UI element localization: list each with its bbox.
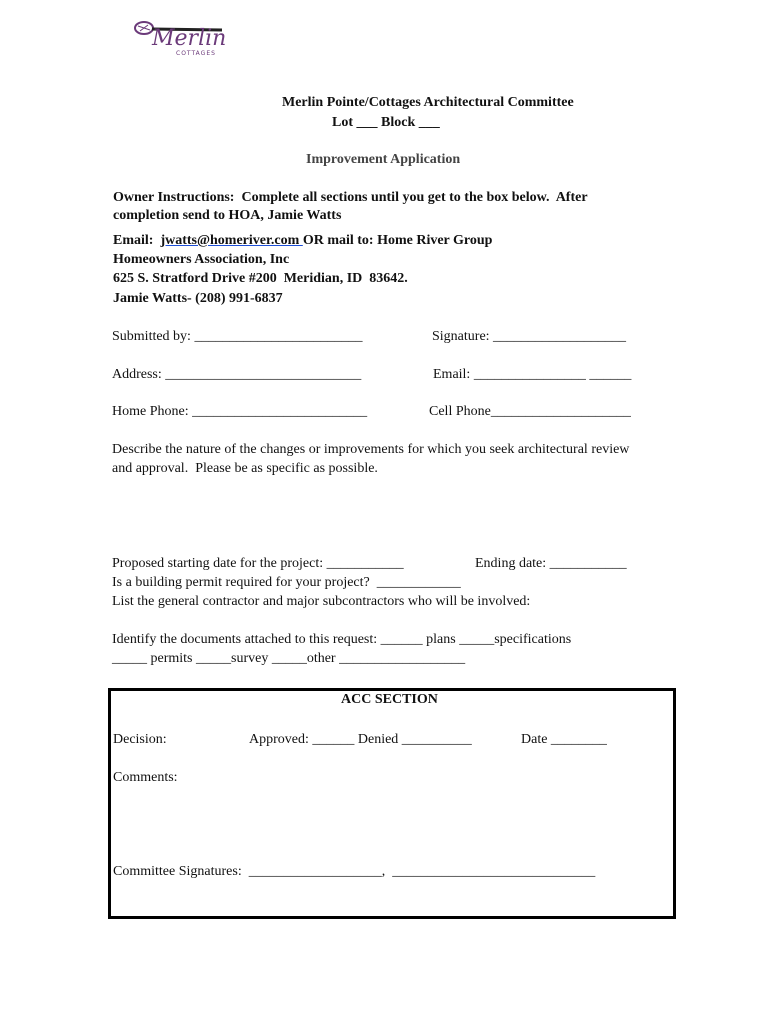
email-prefix: Email: xyxy=(113,233,161,248)
approved-denied-field[interactable]: Approved: ______ Denied __________ xyxy=(249,732,472,747)
submitted-by-field[interactable]: Submitted by: ________________________ xyxy=(112,329,363,344)
describe-line-2: and approval. Please be as specific as possible. xyxy=(112,461,378,476)
end-date-field[interactable]: Ending date: ___________ xyxy=(475,556,627,571)
email-suffix: OR mail to: Home River Group xyxy=(302,233,493,248)
email-field[interactable]: Email: ________________ ______ xyxy=(433,367,632,382)
documents-line-2[interactable]: _____ permits _____survey _____other __________________ xyxy=(112,651,466,666)
describe-line-1: Describe the nature of the changes or improvements for which you seek architectural review xyxy=(112,442,630,457)
instructions-address: 625 S. Stratford Drive #200 Meridian, ID 83642. xyxy=(113,271,408,286)
logo-name: Merlin xyxy=(152,26,227,51)
address-field[interactable]: Address: ____________________________ xyxy=(112,367,362,382)
permit-field[interactable]: Is a building permit required for your project? ____________ xyxy=(112,575,461,590)
start-date-field[interactable]: Proposed starting date for the project: ___________ xyxy=(112,556,404,571)
decision-label: Decision: xyxy=(113,732,167,747)
instructions-line-4: Homeowners Association, Inc xyxy=(113,252,290,267)
comments-label: Comments: xyxy=(113,770,178,785)
committee-signatures-field[interactable]: Committee Signatures: ___________________, _____________________________ xyxy=(113,864,596,879)
instructions-contact: Jamie Watts- (208) 991-6837 xyxy=(113,291,283,306)
signature-field[interactable]: Signature: ___________________ xyxy=(432,329,627,344)
acc-section-title: ACC SECTION xyxy=(341,692,438,707)
lot-block: Lot ___ Block ___ xyxy=(332,115,440,130)
documents-line-1[interactable]: Identify the documents attached to this request: ______ plans _____specifications xyxy=(112,632,572,647)
home-phone-field[interactable]: Home Phone: _________________________ xyxy=(112,404,368,419)
instructions-line-1: Owner Instructions: Complete all sections until you get to the box below. After xyxy=(113,190,588,205)
cell-phone-field[interactable]: Cell Phone____________________ xyxy=(429,404,631,419)
acc-section-box xyxy=(108,688,676,919)
email-link[interactable]: jwatts@homeriver.com xyxy=(160,233,303,248)
acc-date-field[interactable]: Date ________ xyxy=(521,732,607,747)
contractors-label: List the general contractor and major subcontractors who will be involved: xyxy=(112,594,531,609)
page-subtitle: Improvement Application xyxy=(306,152,461,167)
page-title: Merlin Pointe/Cottages Architectural Committee xyxy=(282,95,574,110)
logo-subtitle: COTTAGES xyxy=(176,50,216,57)
instructions-line-2: completion send to HOA, Jamie Watts xyxy=(113,208,342,223)
instructions-email-line xyxy=(113,232,492,250)
